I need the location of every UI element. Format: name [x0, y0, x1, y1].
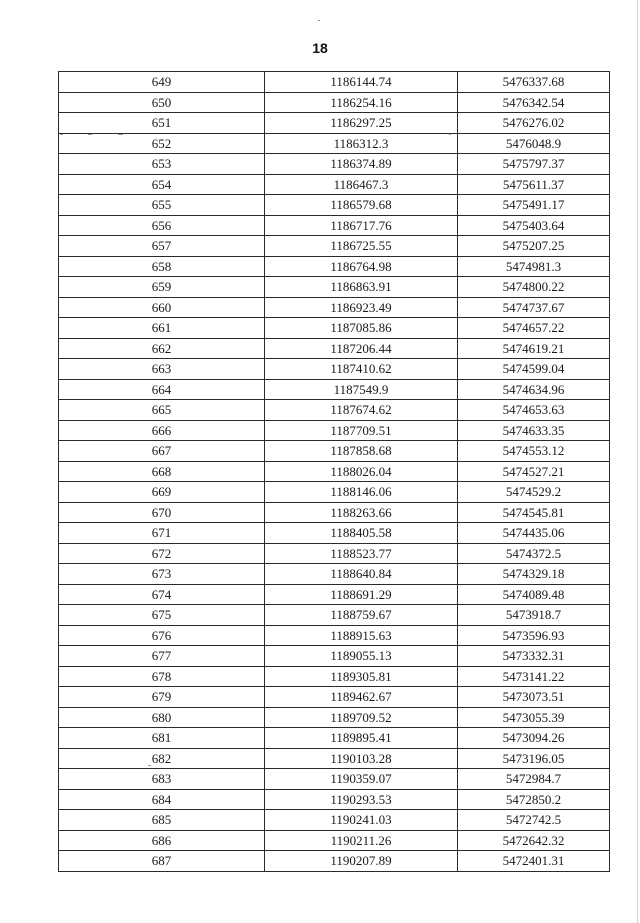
point-number-cell: 657	[59, 236, 265, 257]
point-number-cell: 663	[59, 359, 265, 380]
y-coordinate-cell: 5474527.21	[458, 461, 610, 482]
table-row	[59, 195, 610, 216]
point-number-cell: 653	[59, 154, 265, 175]
x-coordinate-cell: 1187549.9	[265, 379, 458, 400]
page-number: 18	[312, 40, 328, 56]
point-number-cell: 673	[59, 564, 265, 585]
page-edge-line	[637, 0, 638, 923]
table-row	[59, 461, 610, 482]
table-row	[59, 92, 610, 113]
x-coordinate-cell: 1190211.26	[265, 830, 458, 851]
point-number-cell: 679	[59, 687, 265, 708]
table-row	[59, 687, 610, 708]
table-row	[59, 543, 610, 564]
point-number-cell: 677	[59, 646, 265, 667]
point-number-cell: 665	[59, 400, 265, 421]
table-row	[59, 154, 610, 175]
table-row	[59, 728, 610, 749]
table-row	[59, 789, 610, 810]
table-row	[59, 277, 610, 298]
y-coordinate-cell: 5473141.22	[458, 666, 610, 687]
point-number-cell: 676	[59, 625, 265, 646]
point-number-cell: 661	[59, 318, 265, 339]
x-coordinate-cell: 1187858.68	[265, 441, 458, 462]
table-row	[59, 769, 610, 790]
x-coordinate-cell: 1186297.25	[265, 113, 458, 134]
table-row	[59, 113, 610, 134]
coordinates-table-body	[59, 72, 610, 872]
table-row	[59, 748, 610, 769]
x-coordinate-cell: 1190103.28	[265, 748, 458, 769]
table-row	[59, 666, 610, 687]
table-row	[59, 441, 610, 462]
y-coordinate-cell: 5472742.5	[458, 810, 610, 831]
table-row	[59, 830, 610, 851]
table-row	[59, 564, 610, 585]
y-coordinate-cell: 5476342.54	[458, 92, 610, 113]
x-coordinate-cell: 1186579.68	[265, 195, 458, 216]
point-number-cell: 667	[59, 441, 265, 462]
point-number-cell: 650	[59, 92, 265, 113]
x-coordinate-cell: 1187410.62	[265, 359, 458, 380]
point-number-cell: 651	[59, 113, 265, 134]
table-row	[59, 605, 610, 626]
y-coordinate-cell: 5474634.96	[458, 379, 610, 400]
x-coordinate-cell: 1188915.63	[265, 625, 458, 646]
table-row	[59, 174, 610, 195]
point-number-cell: 660	[59, 297, 265, 318]
point-number-cell: 683	[59, 769, 265, 790]
point-number-cell: 687	[59, 851, 265, 872]
x-coordinate-cell: 1186725.55	[265, 236, 458, 257]
x-coordinate-cell: 1188146.06	[265, 482, 458, 503]
x-coordinate-cell: 1189895.41	[265, 728, 458, 749]
x-coordinate-cell: 1189709.52	[265, 707, 458, 728]
table-row	[59, 318, 610, 339]
y-coordinate-cell: 5474599.04	[458, 359, 610, 380]
y-coordinate-cell: 5473055.39	[458, 707, 610, 728]
point-number-cell: 682	[59, 748, 265, 769]
x-coordinate-cell: 1190359.07	[265, 769, 458, 790]
x-coordinate-cell: 1186923.49	[265, 297, 458, 318]
y-coordinate-cell: 5474435.06	[458, 523, 610, 544]
table-row	[59, 72, 610, 93]
point-number-cell: 680	[59, 707, 265, 728]
x-coordinate-cell: 1189305.81	[265, 666, 458, 687]
table-row	[59, 215, 610, 236]
x-coordinate-cell: 1188691.29	[265, 584, 458, 605]
x-coordinate-cell: 1187206.44	[265, 338, 458, 359]
x-coordinate-cell: 1187085.86	[265, 318, 458, 339]
y-coordinate-cell: 5472642.32	[458, 830, 610, 851]
coordinates-table	[58, 71, 610, 872]
point-number-cell: 678	[59, 666, 265, 687]
y-coordinate-cell: 5474800.22	[458, 277, 610, 298]
x-coordinate-cell: 1188640.84	[265, 564, 458, 585]
table-row	[59, 297, 610, 318]
point-number-cell: 658	[59, 256, 265, 277]
y-coordinate-cell: 5475207.25	[458, 236, 610, 257]
x-coordinate-cell: 1186764.98	[265, 256, 458, 277]
point-number-cell: 659	[59, 277, 265, 298]
y-coordinate-cell: 5472850.2	[458, 789, 610, 810]
y-coordinate-cell: 5473332.31	[458, 646, 610, 667]
point-number-cell: 655	[59, 195, 265, 216]
y-coordinate-cell: 5476048.9	[458, 133, 610, 154]
y-coordinate-cell: 5472401.31	[458, 851, 610, 872]
y-coordinate-cell: 5474737.67	[458, 297, 610, 318]
point-number-cell: 672	[59, 543, 265, 564]
y-coordinate-cell: 5474329.18	[458, 564, 610, 585]
x-coordinate-cell: 1186717.76	[265, 215, 458, 236]
x-coordinate-cell: 1190207.89	[265, 851, 458, 872]
point-number-cell: 656	[59, 215, 265, 236]
point-number-cell: 684	[59, 789, 265, 810]
table-row	[59, 133, 610, 154]
y-coordinate-cell: 5474657.22	[458, 318, 610, 339]
y-coordinate-cell: 5473196.05	[458, 748, 610, 769]
y-coordinate-cell: 5474372.5	[458, 543, 610, 564]
point-number-cell: 671	[59, 523, 265, 544]
point-number-cell: 669	[59, 482, 265, 503]
point-number-cell: 652	[59, 133, 265, 154]
x-coordinate-cell: 1186312.3	[265, 133, 458, 154]
y-coordinate-cell: 5476337.68	[458, 72, 610, 93]
y-coordinate-cell: 5474619.21	[458, 338, 610, 359]
y-coordinate-cell: 5474653.63	[458, 400, 610, 421]
table-row	[59, 379, 610, 400]
y-coordinate-cell: 5474633.35	[458, 420, 610, 441]
point-number-cell: 649	[59, 72, 265, 93]
table-row	[59, 851, 610, 872]
point-number-cell: 664	[59, 379, 265, 400]
x-coordinate-cell: 1188523.77	[265, 543, 458, 564]
table-row	[59, 338, 610, 359]
point-number-cell: 670	[59, 502, 265, 523]
x-coordinate-cell: 1186374.89	[265, 154, 458, 175]
point-number-cell: 685	[59, 810, 265, 831]
point-number-cell: 675	[59, 605, 265, 626]
point-number-cell: 662	[59, 338, 265, 359]
y-coordinate-cell: 5476276.02	[458, 113, 610, 134]
point-number-cell: 674	[59, 584, 265, 605]
y-coordinate-cell: 5473094.26	[458, 728, 610, 749]
table-row	[59, 584, 610, 605]
y-coordinate-cell: 5472984.7	[458, 769, 610, 790]
y-coordinate-cell: 5474545.81	[458, 502, 610, 523]
x-coordinate-cell: 1188405.58	[265, 523, 458, 544]
y-coordinate-cell: 5474981.3	[458, 256, 610, 277]
x-coordinate-cell: 1186144.74	[265, 72, 458, 93]
y-coordinate-cell: 5473073.51	[458, 687, 610, 708]
y-coordinate-cell: 5473596.93	[458, 625, 610, 646]
x-coordinate-cell: 1189055.13	[265, 646, 458, 667]
table-row	[59, 482, 610, 503]
y-coordinate-cell: 5475403.64	[458, 215, 610, 236]
x-coordinate-cell: 1187674.62	[265, 400, 458, 421]
x-coordinate-cell: 1189462.67	[265, 687, 458, 708]
table-row	[59, 502, 610, 523]
point-number-cell: 681	[59, 728, 265, 749]
table-row	[59, 256, 610, 277]
y-coordinate-cell: 5475797.37	[458, 154, 610, 175]
table-row	[59, 707, 610, 728]
x-coordinate-cell: 1188263.66	[265, 502, 458, 523]
point-number-cell: 654	[59, 174, 265, 195]
table-row	[59, 359, 610, 380]
y-coordinate-cell: 5473918.7	[458, 605, 610, 626]
x-coordinate-cell: 1188759.67	[265, 605, 458, 626]
point-number-cell: 668	[59, 461, 265, 482]
x-coordinate-cell: 1188026.04	[265, 461, 458, 482]
x-coordinate-cell: 1186467.3	[265, 174, 458, 195]
x-coordinate-cell: 1190241.03	[265, 810, 458, 831]
table-row	[59, 523, 610, 544]
table-row	[59, 400, 610, 421]
y-coordinate-cell: 5474553.12	[458, 441, 610, 462]
table-row	[59, 420, 610, 441]
y-coordinate-cell: 5475611.37	[458, 174, 610, 195]
table-row	[59, 236, 610, 257]
x-coordinate-cell: 1190293.53	[265, 789, 458, 810]
y-coordinate-cell: 5475491.17	[458, 195, 610, 216]
table-row	[59, 625, 610, 646]
x-coordinate-cell: 1186254.16	[265, 92, 458, 113]
table-row	[59, 810, 610, 831]
y-coordinate-cell: 5474089.48	[458, 584, 610, 605]
x-coordinate-cell: 1186863.91	[265, 277, 458, 298]
point-number-cell: 666	[59, 420, 265, 441]
table-row	[59, 646, 610, 667]
x-coordinate-cell: 1187709.51	[265, 420, 458, 441]
point-number-cell: 686	[59, 830, 265, 851]
y-coordinate-cell: 5474529.2	[458, 482, 610, 503]
